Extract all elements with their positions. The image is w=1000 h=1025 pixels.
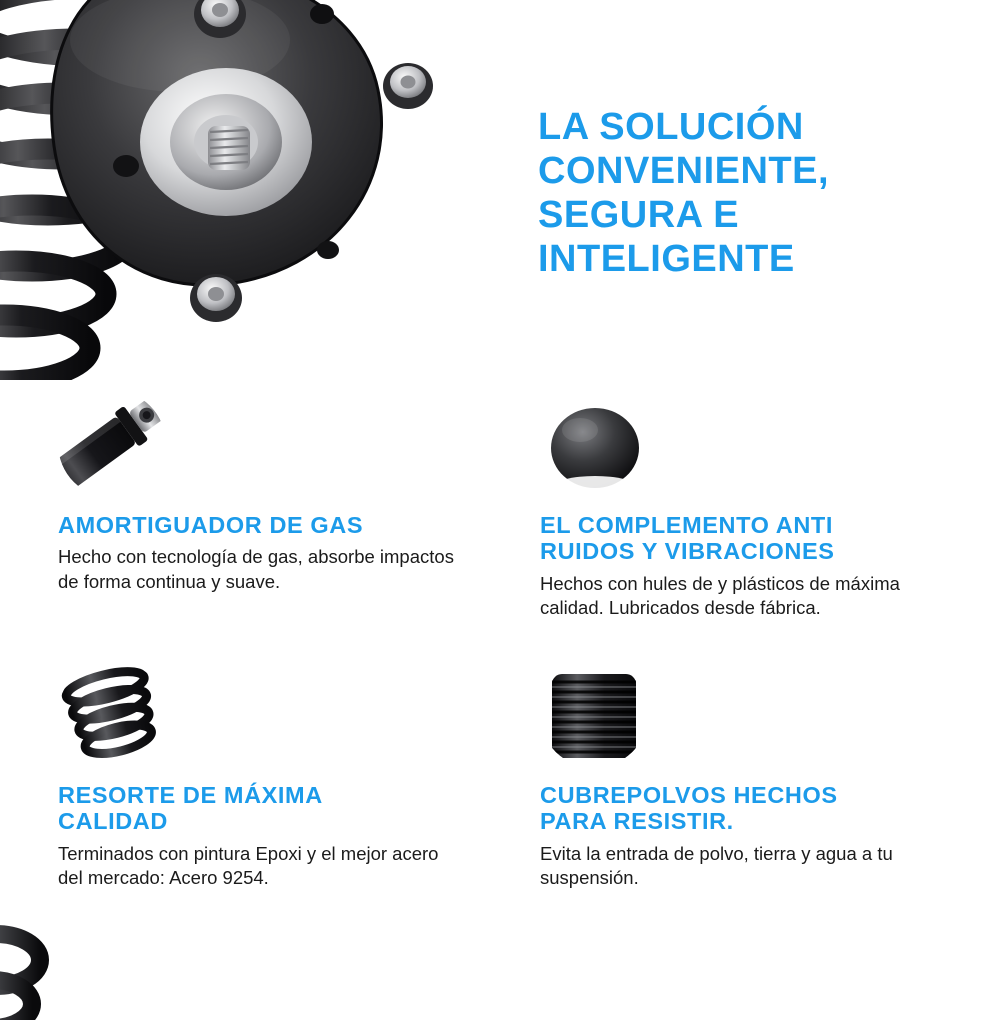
feature-title-line-1: CUBREPOLVOS HECHOS	[540, 782, 838, 808]
dust-boot-icon	[540, 660, 648, 768]
headline	[538, 105, 958, 281]
feature-cubrepolvos	[500, 660, 1000, 930]
feature-body: Terminados con pintura Epoxi y el mejor acero del mercado: Acero 9254.	[58, 842, 439, 889]
feature-title	[58, 782, 470, 835]
feature-resorte-maxima-calidad	[0, 660, 500, 930]
feature-title-line-1: EL COMPLEMENTO ANTI	[540, 512, 833, 538]
shock-absorber-rod-icon	[58, 390, 166, 498]
feature-body: Hechos con hules de y plásticos de máxima calidad. Lubricados desde fábrica.	[540, 572, 900, 619]
feature-title-line-2: PARA RESISTIR.	[540, 808, 734, 835]
feature-title: AMORTIGUADOR DE GAS	[58, 512, 364, 538]
headline-line-3: SEGURA E	[538, 194, 740, 237]
feature-amortiguador-de-gas	[0, 390, 500, 660]
feature-title	[540, 782, 970, 835]
feature-title-line-2: CALIDAD	[58, 808, 168, 835]
coil-spring-icon	[58, 660, 166, 768]
headline-line-1: LA SOLUCIÓN	[538, 106, 804, 148]
feature-body: Hecho con tecnología de gas, absorbe impactos de forma continua y suave.	[58, 546, 454, 592]
feature-title	[540, 512, 970, 565]
feature-body: Evita la entrada de polvo, tierra y agua a tu suspensión.	[540, 842, 893, 889]
feature-title-line-2: RUIDOS Y VIBRACIONES	[540, 538, 835, 565]
feature-grid	[0, 390, 1000, 930]
feature-title-line-1: RESORTE DE MÁXIMA	[58, 782, 323, 808]
headline-line-4: INTELIGENTE	[538, 238, 795, 281]
hero-product-image	[0, 0, 490, 380]
headline-line-2: CONVENIENTE,	[538, 150, 830, 193]
feature-complemento-anti-ruidos	[500, 390, 1000, 660]
rubber-mount-icon	[540, 390, 648, 498]
